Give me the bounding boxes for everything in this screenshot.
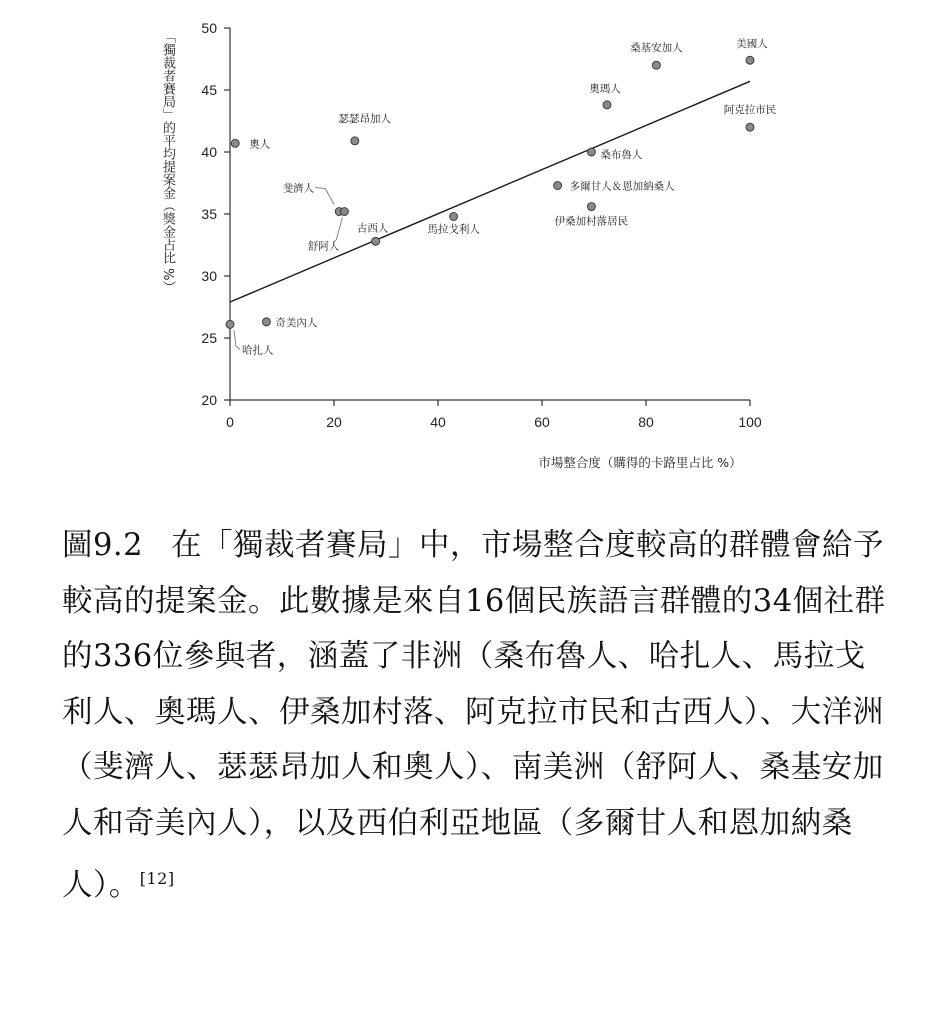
point-label: 古西人 [356, 222, 389, 235]
data-point [262, 318, 270, 326]
point-label: 桑布魯人 [600, 149, 643, 161]
data-point [554, 181, 562, 189]
data-point [587, 148, 595, 156]
footnote-ref[interactable]: [12] [139, 869, 175, 888]
x-tick-label: 80 [638, 414, 654, 430]
y-tick-label: 45 [201, 82, 217, 98]
chart-area [0, 0, 941, 500]
x-tick-label: 60 [534, 414, 550, 430]
data-point [351, 137, 359, 145]
point-label: 多爾甘人＆恩加納桑人 [569, 180, 675, 193]
caption-text: 在「獨裁者賽局」中，市場整合度較高的群體會給予較高的提案金。此數據是來自16個民族語言群體的34個社群的336位參與者，涵蓋了非洲（桑布魯人、哈扎人、馬拉戈利人、奧瑪人、伊桑加村落、阿克拉市民和古西人）、大洋洲（斐濟人、瑟瑟昂加人和奧人）、南美洲（舒阿人、桑基安加人和奇美內人），以及西伯利亞地區（多爾甘人和恩加納桑人）。 [62, 528, 886, 904]
data-point [231, 139, 239, 147]
point-label: 伊桑加村落居民 [554, 215, 629, 228]
point-label: 阿克拉市民 [723, 104, 777, 117]
point-label: 奧瑪人 [589, 82, 621, 95]
x-tick-label: 0 [226, 414, 234, 430]
data-point [652, 61, 660, 69]
y-tick-label: 35 [201, 206, 217, 222]
data-point [746, 56, 754, 64]
data-point [603, 101, 611, 109]
point-label: 瑟瑟昂加人 [338, 112, 392, 125]
data-point [587, 203, 595, 211]
x-tick-label: 20 [326, 414, 342, 430]
point-label: 舒阿人 [307, 240, 340, 253]
scatter-chart [0, 0, 941, 500]
data-point [746, 123, 754, 131]
figure-number: 圖9.2 [62, 528, 144, 563]
y-axis-title: 「獨裁者賽局」的平均提案金（獎金占比 %） [160, 30, 175, 294]
y-tick-label: 20 [201, 392, 217, 408]
x-axis-title: 市場整合度（購得的卡路里占比 %） [538, 455, 742, 470]
point-label: 奇美內人 [275, 316, 318, 329]
data-point [450, 212, 458, 220]
leader-line [334, 218, 342, 242]
point-label: 奧人 [249, 138, 271, 151]
data-point [372, 237, 380, 245]
y-tick-label: 40 [201, 144, 217, 160]
point-label: 斐濟人 [282, 182, 315, 195]
figure-caption [62, 518, 892, 914]
y-tick-label: 30 [201, 268, 217, 284]
point-label: 馬拉戈利人 [427, 223, 480, 236]
leader-line [234, 330, 240, 349]
point-label: 哈扎人 [242, 344, 274, 357]
x-tick-label: 40 [430, 414, 446, 430]
y-tick-label: 50 [201, 20, 217, 36]
leader-line [315, 188, 334, 205]
point-label: 桑基安加人 [630, 42, 683, 55]
data-point [340, 208, 348, 216]
data-point [226, 320, 234, 328]
x-tick-label: 100 [738, 414, 762, 430]
point-label: 美國人 [736, 38, 768, 51]
y-tick-label: 25 [201, 330, 217, 346]
